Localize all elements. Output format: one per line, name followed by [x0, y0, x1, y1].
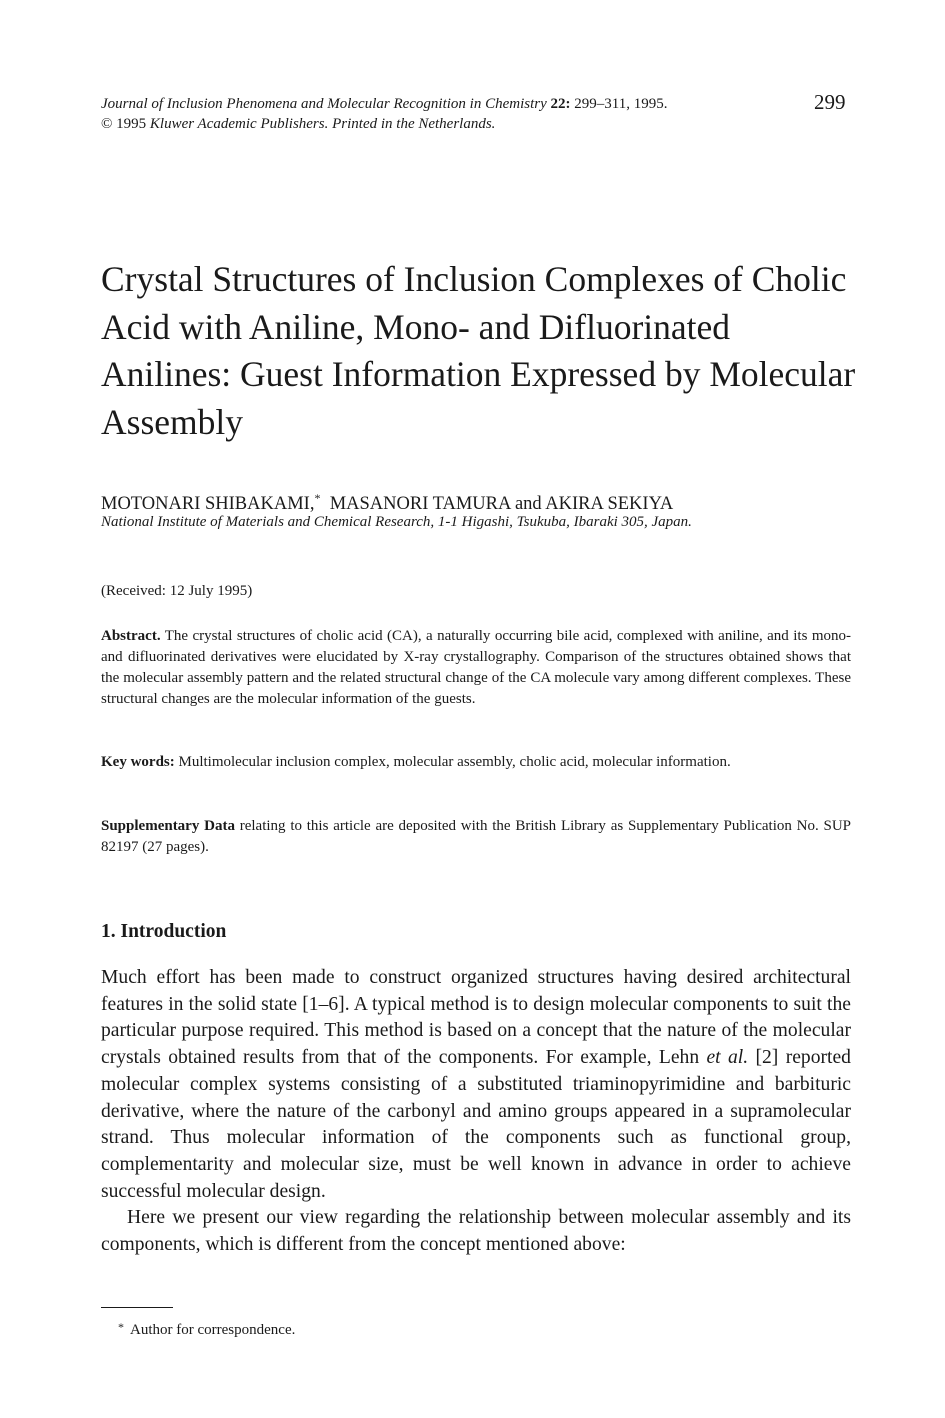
abstract [101, 626, 851, 710]
section-heading-introduction: 1. Introduction [101, 921, 227, 942]
paragraph-text: Much effort has been made to construct organized structures having desired architectural features in the solid state [1–6]. A typical method is to design molecular components to suit the particular purpose required. This method is based on a concept that the nature of the molecular crystals obtained results from that of the components. For example, Lehn [101, 967, 851, 1069]
supplementary-text: relating to this article are deposited with the British Library as Supplementary Publication No. SUP 82197 (27 pages). [101, 818, 852, 855]
paragraph [101, 1205, 851, 1258]
journal-name: Journal of Inclusion Phenomena and Molecular Recognition in Chemistry [101, 96, 547, 112]
keywords-text: Multimolecular inclusion complex, molecular assembly, cholic acid, molecular information. [178, 754, 731, 770]
footnote-mark: * [118, 1320, 124, 1334]
journal-pages-year: 299–311, 1995. [574, 96, 668, 112]
introduction-body [101, 965, 851, 1259]
supplementary-label: Supplementary Data [101, 818, 235, 834]
correspondence-mark: * [314, 491, 321, 505]
abstract-text: The crystal structures of cholic acid (CA), a naturally occurring bile acid, complexed with aniline, and its mono- and difluorinated derivatives were elucidated by X-ray crystallography. Comparison of the structures obtained shows that the molecular assembly pattern and the related structural change of the CA molecule vary among different complexes. These structural changes are the molecular information of the guests. [101, 628, 851, 707]
copyright-year: 1995 [116, 116, 147, 132]
copyright-line [101, 114, 851, 134]
et-al: et al. [706, 1047, 749, 1069]
keywords [101, 752, 851, 773]
article-title: Crystal Structures of Inclusion Complexes of Cholic Acid with Aniline, Mono- and Difluorinated Anilines: Guest Information Expressed by Molecular Assembly [101, 259, 856, 442]
paragraph-text: [2] reported molecular complex systems consisting of a substituted triaminopyrimidine and barbituric derivative, where the nature of the carbonyl and amino groups appeared in a supramolecular strand. Thus molecular information of the components such as functional group, complementarity and molecular size, must be well known in advance in order to achieve successful molecular design. [101, 1047, 851, 1202]
running-header [101, 94, 851, 134]
footnote-divider [101, 1307, 173, 1308]
paragraph-text: Here we present our view regarding the relationship between molecular assembly and its components, which is different from the concept mentioned above: [101, 1207, 851, 1256]
author-names-rest: MASANORI TAMURA and AKIRA SEKIYA [329, 494, 674, 515]
received-date: (Received: 12 July 1995) [101, 583, 253, 599]
supplementary-data [101, 816, 851, 858]
footnote-text: Author for correspondence. [130, 1322, 296, 1338]
author-name: MOTONARI SHIBAKAMI, [101, 494, 315, 515]
copyright-symbol: © [101, 116, 113, 132]
affiliation: National Institute of Materials and Chemical Research, 1-1 Higashi, Tsukuba, Ibaraki 305, Japan. [101, 514, 692, 530]
publisher: Kluwer Academic Publishers. Printed in the Netherlands. [149, 116, 496, 132]
journal-citation [101, 94, 851, 114]
abstract-label: Abstract. [101, 628, 161, 644]
page-number: 299 [814, 90, 846, 114]
journal-volume: 22: [550, 96, 571, 112]
keywords-label: Key words: [101, 754, 175, 770]
footnote [118, 1317, 295, 1341]
paragraph [101, 965, 851, 1205]
